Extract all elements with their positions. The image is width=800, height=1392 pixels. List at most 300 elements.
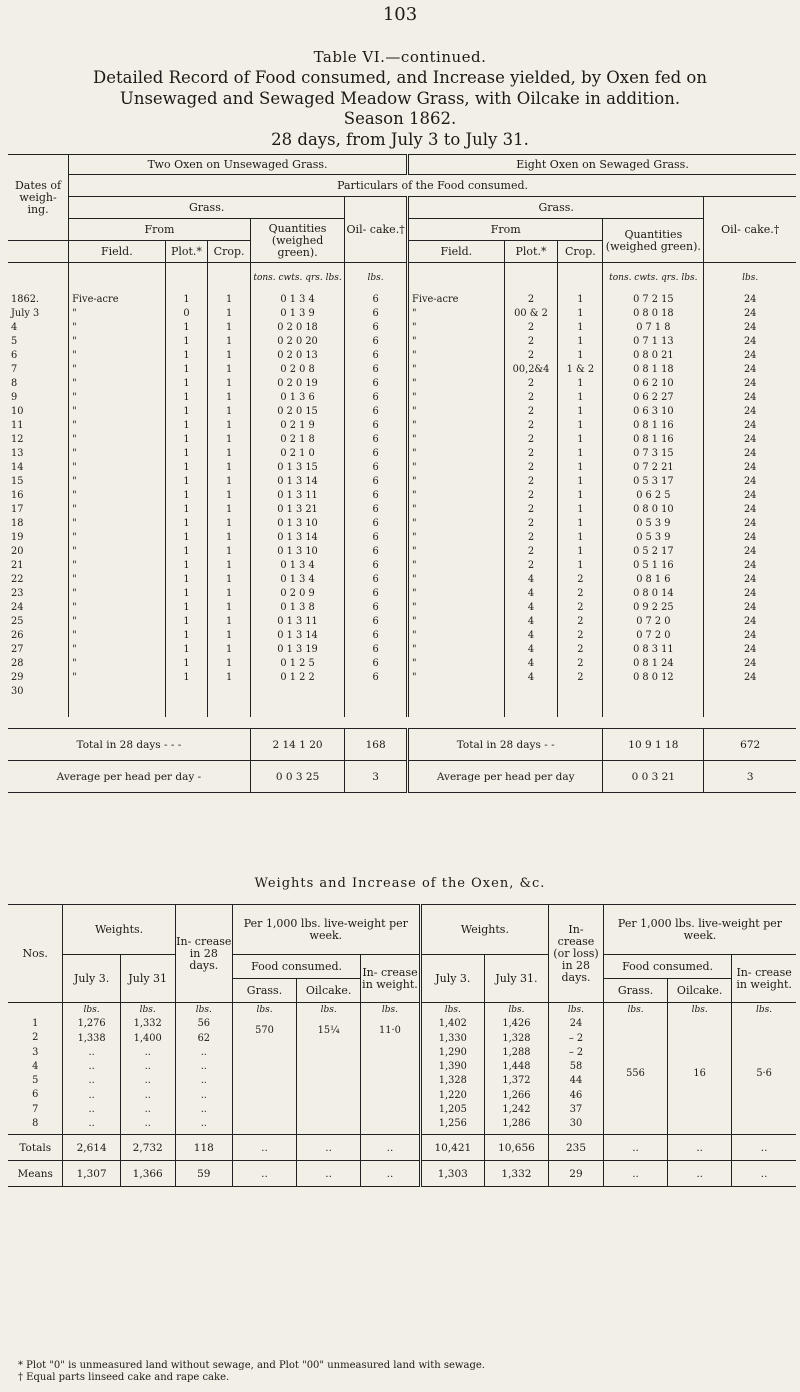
total-label-b: Total in 28 days - xyxy=(456,738,548,751)
list-item: " xyxy=(72,447,77,459)
list-item: 1 xyxy=(183,447,190,459)
list-item: 2 xyxy=(577,657,584,669)
list-item: 1 xyxy=(183,629,190,641)
list-item: 1,330 xyxy=(438,1032,467,1044)
list-item: 7 xyxy=(32,1103,39,1115)
list-item: 1 xyxy=(225,307,233,319)
list-item: 6 xyxy=(372,671,379,683)
list-item: 2 xyxy=(527,517,535,529)
list-item: 2 xyxy=(527,447,535,459)
list-item: 1 xyxy=(183,475,190,487)
list-item: 1 xyxy=(183,615,190,627)
list-item: 24 xyxy=(743,321,757,333)
list-item: 2 xyxy=(527,349,535,361)
list-item: 2 xyxy=(527,531,535,543)
list-item: 6 xyxy=(372,559,379,571)
list-item: 58 xyxy=(569,1061,583,1073)
list-item: 1 xyxy=(32,1018,39,1029)
list-item: 24 xyxy=(743,349,757,361)
list-item: 0 2 1 0 xyxy=(280,447,315,459)
list-item: " xyxy=(412,587,417,599)
increase-per1000-a: lbs. 11·0 xyxy=(361,1003,421,1135)
list-item: " xyxy=(412,377,417,389)
sewaged-field-column xyxy=(408,293,505,717)
list-item: 1 xyxy=(183,503,190,515)
list-item: 1 xyxy=(577,349,584,361)
list-item: 27 xyxy=(11,643,24,655)
list-item: 0 1 3 14 xyxy=(277,531,318,543)
list-item: 0 1 3 14 xyxy=(277,475,318,487)
list-item: 6 xyxy=(372,657,379,669)
list-item: 0 6 2 5 xyxy=(636,489,671,501)
list-item: 4 xyxy=(527,601,535,613)
july31-header-b: July 31. xyxy=(484,955,548,1003)
list-item: " xyxy=(72,349,77,361)
list-item: 1 xyxy=(183,335,190,347)
list-item: 1 xyxy=(577,531,584,543)
list-item: 2 xyxy=(527,461,535,473)
list-item: .. xyxy=(144,1104,151,1116)
increase-per1000-b: lbs. 5·6 xyxy=(756,1005,773,1080)
list-item: 0 2 0 13 xyxy=(277,349,318,361)
list-item: 1 xyxy=(183,531,190,543)
list-item: " xyxy=(412,475,417,487)
list-item: " xyxy=(72,475,77,487)
dates-header: Dates of weigh- ing. xyxy=(8,155,69,241)
list-item: " xyxy=(72,335,77,347)
list-item: " xyxy=(72,489,77,501)
list-item: 1 xyxy=(577,335,584,347)
list-item: 0 2 0 15 xyxy=(277,405,318,417)
list-item: 1,402 xyxy=(438,1018,467,1030)
list-item: .. xyxy=(200,1118,207,1130)
list-item: 13 xyxy=(11,447,24,459)
list-item: 2 xyxy=(577,671,584,683)
list-item: 24 xyxy=(743,405,757,417)
list-item: 6 xyxy=(372,587,379,599)
list-item: 2 xyxy=(527,377,535,389)
list-item: – 2 xyxy=(568,1046,584,1058)
list-item: 1 xyxy=(577,517,584,529)
list-item: 0 1 3 10 xyxy=(277,517,318,529)
list-item: " xyxy=(72,629,77,641)
list-item: 1 xyxy=(225,405,233,417)
list-item: 0 2 0 8 xyxy=(280,363,315,375)
list-item: .. xyxy=(88,1061,95,1073)
sewaged-group-header: Eight Oxen on Sewaged Grass. xyxy=(408,155,796,175)
quantities-header-b: Quantities (weighed green). xyxy=(603,219,704,263)
footnote-oilcake: † Equal parts linseed cake and rape cake. xyxy=(18,1372,230,1383)
list-item: " xyxy=(72,517,77,529)
unsewaged-group-header: Two Oxen on Unsewaged Grass. xyxy=(69,155,408,175)
list-item: 0 7 2 0 xyxy=(636,629,671,641)
from-header-a: From xyxy=(69,219,251,241)
list-item: 3 xyxy=(32,1046,39,1058)
list-item: 0 1 3 15 xyxy=(277,461,318,473)
units-qty-a: tons. cwts. qrs. lbs. xyxy=(253,273,342,284)
units-lbs-b: lbs. xyxy=(742,273,759,284)
list-item: 0 8 1 6 xyxy=(636,573,671,585)
list-item: .. xyxy=(200,1061,207,1073)
list-item: 0 7 1 8 xyxy=(636,321,671,333)
list-item: 6 xyxy=(372,615,379,627)
list-item: " xyxy=(412,391,417,403)
units-lbs-a: lbs. xyxy=(367,273,384,284)
grass-per1000-a: lbs. 570 xyxy=(232,1003,296,1135)
list-item: 0 5 3 9 xyxy=(636,517,671,529)
list-item: 0 6 3 10 xyxy=(633,405,674,417)
field-header-b: Field. xyxy=(408,241,505,263)
particulars-header: Particulars of the Food consumed. xyxy=(69,175,796,197)
list-item: 6 xyxy=(372,461,379,473)
list-item: 6 xyxy=(372,293,379,305)
list-item: 1 xyxy=(225,433,233,445)
weights-header-b: Weights. xyxy=(420,905,548,955)
list-item: " xyxy=(412,643,417,655)
list-item: " xyxy=(72,643,77,655)
list-item: 0 8 0 14 xyxy=(633,587,674,599)
avg-oilcake-a: 3 xyxy=(345,761,408,793)
list-item: 2 xyxy=(577,573,584,585)
sewaged-qty-column xyxy=(603,293,704,717)
list-item: 2 xyxy=(32,1032,39,1044)
list-item: " xyxy=(72,531,77,543)
list-item: " xyxy=(412,447,417,459)
list-item: 62 xyxy=(197,1032,211,1044)
list-item: 7 xyxy=(11,363,18,375)
list-item: " xyxy=(72,615,77,627)
crop-header-a: Crop. xyxy=(208,241,251,263)
list-item: 1 xyxy=(183,391,190,403)
list-item: 6 xyxy=(372,377,379,389)
list-item: " xyxy=(412,629,417,641)
weights-table xyxy=(8,904,796,1187)
list-item: 0 7 2 15 xyxy=(633,293,674,305)
list-item: 0 1 3 4 xyxy=(280,573,315,585)
list-item: 19 xyxy=(11,531,24,543)
list-item: 8 xyxy=(11,377,18,389)
list-item: 0 7 1 13 xyxy=(633,335,674,347)
list-item: 0 5 1 16 xyxy=(633,559,674,571)
list-item: 24 xyxy=(743,587,757,599)
list-item: 6 xyxy=(372,349,379,361)
list-item: Five-acre xyxy=(72,293,119,305)
totals-row: Total in 28 days - - - 2 14 1 20 168 Total in 28 days - - 10 9 1 18 672 xyxy=(8,729,796,761)
july31-column-a: lbs. 1,332 1,400 .. .. .. .. .. .. xyxy=(120,1003,175,1135)
list-item: 00,2&4 xyxy=(512,363,550,375)
list-item: 22 xyxy=(11,573,24,585)
page-number: 103 xyxy=(382,4,418,25)
list-item: 2 xyxy=(577,629,584,641)
list-item: 0 1 3 4 xyxy=(280,559,315,571)
list-item: " xyxy=(412,531,417,543)
oilcake-per1000-b: lbs. 16 xyxy=(668,1003,732,1135)
list-item: 4 xyxy=(527,587,535,599)
list-item: " xyxy=(412,503,417,515)
title-line-2: Unsewaged and Sewaged Meadow Grass, with Oilcake in addition. xyxy=(119,89,681,108)
list-item: 2 xyxy=(527,405,535,417)
list-item: 0 6 2 27 xyxy=(633,391,674,403)
list-item: " xyxy=(72,321,77,333)
july3-header-b: July 3. xyxy=(420,955,484,1003)
list-item: 1 xyxy=(577,419,584,431)
list-item: " xyxy=(412,307,417,319)
list-item: 1,390 xyxy=(438,1061,467,1073)
list-item: 1 & 2 xyxy=(566,363,595,375)
list-item: 1,290 xyxy=(438,1046,467,1058)
list-item: 10 xyxy=(11,405,24,417)
from-header-b: From xyxy=(408,219,603,241)
list-item: 0 8 1 16 xyxy=(633,419,674,431)
list-item: 6 xyxy=(372,419,379,431)
total-label-a: Total in 28 days xyxy=(76,738,161,751)
list-item: 1,266 xyxy=(502,1089,531,1101)
table-caption: Table VI.—continued. xyxy=(313,48,487,66)
list-item: 6 xyxy=(372,447,379,459)
list-item: .. xyxy=(200,1104,207,1116)
list-item: 20 xyxy=(11,545,24,557)
list-item: 0 xyxy=(183,307,190,319)
oilcake-header-a: Oil- cake.† xyxy=(345,197,408,263)
list-item: 1 xyxy=(225,447,233,459)
list-item: 2 xyxy=(527,321,535,333)
food-consumed-header-b: Food consumed. xyxy=(603,955,731,979)
list-item: 1 xyxy=(183,419,190,431)
list-item: 0 1 3 9 xyxy=(280,307,315,319)
list-item: 1 xyxy=(577,559,584,571)
list-item: " xyxy=(412,349,417,361)
unsewaged-oilcake-column xyxy=(345,293,408,717)
oilcake-per1000-a: lbs. 15¼ xyxy=(297,1003,361,1135)
list-item: " xyxy=(412,419,417,431)
period-line: 28 days, from July 3 to July 31. xyxy=(271,130,529,149)
dates-list xyxy=(11,307,68,699)
list-item: .. xyxy=(88,1075,95,1087)
list-item: 17 xyxy=(11,503,24,515)
list-item: 2 xyxy=(527,293,535,305)
list-item: 6 xyxy=(372,363,379,375)
list-item: " xyxy=(72,377,77,389)
units-qty-b: tons. cwts. qrs. lbs. xyxy=(609,273,698,284)
weights-totals-row: Totals 2,614 2,732 118 .. .. .. 10,421 10,656 235 .. .. .. xyxy=(8,1135,796,1161)
list-item: 23 xyxy=(11,587,24,599)
list-item: " xyxy=(72,503,77,515)
list-item: 1 xyxy=(183,559,190,571)
list-item: 0 9 2 25 xyxy=(633,601,674,613)
list-item: .. xyxy=(88,1089,95,1101)
list-item: 4 xyxy=(11,321,18,333)
list-item: 1 xyxy=(183,545,190,557)
list-item: 1 xyxy=(225,503,233,515)
unsewaged-crop-column xyxy=(208,293,251,717)
list-item: 6 xyxy=(11,349,18,361)
list-item: 18 xyxy=(11,517,24,529)
list-item: 12 xyxy=(11,433,24,445)
list-item: 9 xyxy=(11,391,18,403)
list-item: 1 xyxy=(225,461,233,473)
list-item: 1 xyxy=(183,671,190,683)
list-item: 11 xyxy=(11,419,24,431)
list-item: 28 xyxy=(11,657,24,669)
list-item: " xyxy=(72,433,77,445)
list-item: " xyxy=(412,363,417,375)
list-item: 16 xyxy=(11,489,24,501)
list-item: .. xyxy=(144,1075,151,1087)
crop-header-b: Crop. xyxy=(558,241,603,263)
list-item: 1 xyxy=(225,335,233,347)
list-item: 1 xyxy=(183,573,190,585)
avg-qty-b: 0 0 3 21 xyxy=(603,761,704,793)
list-item: 1 xyxy=(225,615,233,627)
list-item: 1 xyxy=(225,531,233,543)
list-item: 4 xyxy=(527,657,535,669)
list-item: 1 xyxy=(183,587,190,599)
weights-section-title: Weights and Increase of the Oxen, &c. xyxy=(254,876,546,891)
list-item: 1 xyxy=(225,559,233,571)
weights-header-a: Weights. xyxy=(63,905,175,955)
list-item: " xyxy=(72,419,77,431)
field-header-a: Field. xyxy=(69,241,166,263)
list-item: 5 xyxy=(11,335,18,347)
list-item: 6 xyxy=(372,307,379,319)
list-item: 1 xyxy=(225,475,233,487)
dates-column xyxy=(8,293,69,717)
list-item: 0 1 3 10 xyxy=(277,545,318,557)
list-item: 1 xyxy=(577,489,584,501)
list-item: 1 xyxy=(225,419,233,431)
list-item: 2 xyxy=(527,559,535,571)
nos-header: Nos. xyxy=(8,905,63,1003)
list-item: 1 xyxy=(225,489,233,501)
list-item: 2 xyxy=(527,391,535,403)
list-item: " xyxy=(72,657,77,669)
list-item: 30 xyxy=(11,685,24,697)
list-item: 24 xyxy=(743,363,757,375)
list-item: .. xyxy=(88,1104,95,1116)
list-item: " xyxy=(412,517,417,529)
sewaged-plot-column xyxy=(504,293,558,717)
weights-means-row: Means 1,307 1,366 59 .. .. .. 1,303 1,332 29 .. .. .. xyxy=(8,1161,796,1187)
list-item: " xyxy=(412,545,417,557)
july3-column-b: lbs. 1,402 1,330 1,290 1,390 1,328 1,220 1,205 1,256 xyxy=(420,1003,484,1135)
list-item: 21 xyxy=(11,559,24,571)
list-item: 0 2 0 9 xyxy=(280,587,315,599)
list-item: 2 xyxy=(527,545,535,557)
per1000-header-b: Per 1,000 lbs. live-weight per week. xyxy=(603,905,796,955)
list-item: 1 xyxy=(225,643,233,655)
list-item: 6 xyxy=(372,405,379,417)
list-item: 24 xyxy=(743,545,757,557)
list-item: 6 xyxy=(372,545,379,557)
list-item: 4 xyxy=(527,629,535,641)
list-item: 1 xyxy=(577,321,584,333)
list-item: 24 xyxy=(743,391,757,403)
list-item: 1 xyxy=(183,643,190,655)
list-item: 0 8 1 24 xyxy=(633,657,674,669)
plot-header-a: Plot.* xyxy=(165,241,208,263)
list-item: " xyxy=(412,461,417,473)
list-item: 24 xyxy=(743,293,757,305)
list-item: 0 1 3 6 xyxy=(280,391,315,403)
unsewaged-qty-column xyxy=(250,293,344,717)
list-item: 2 xyxy=(577,601,584,613)
list-item: 1,256 xyxy=(438,1118,467,1130)
list-item: 1 xyxy=(183,349,190,361)
list-item: 1,205 xyxy=(438,1104,467,1116)
list-item: 1 xyxy=(577,475,584,487)
list-item: 24 xyxy=(743,517,757,529)
list-item: 6 xyxy=(372,321,379,333)
list-item: 1 xyxy=(225,293,233,305)
list-item: 1,400 xyxy=(133,1032,162,1044)
list-item: .. xyxy=(200,1075,207,1087)
list-item: 24 xyxy=(569,1018,583,1030)
list-item: " xyxy=(72,405,77,417)
list-item: 0 1 3 11 xyxy=(277,489,318,501)
list-item: 24 xyxy=(743,447,757,459)
list-item: 0 2 0 20 xyxy=(277,335,318,347)
list-item: 1,448 xyxy=(502,1061,531,1073)
unsewaged-field-column xyxy=(69,293,166,717)
list-item: 6 xyxy=(372,531,379,543)
increase-column-b: lbs. 24 – 2 – 2 58 44 46 37 30 xyxy=(549,1003,604,1135)
list-item: Five-acre xyxy=(412,293,459,305)
list-item: " xyxy=(72,559,77,571)
list-item: " xyxy=(72,601,77,613)
list-item: 0 1 3 4 xyxy=(280,293,315,305)
list-item: " xyxy=(412,615,417,627)
list-item: 1 xyxy=(225,545,233,557)
unsewaged-plot-column xyxy=(165,293,208,717)
list-item: " xyxy=(72,307,77,319)
list-item: 1,288 xyxy=(502,1046,531,1058)
list-item: 0 8 0 21 xyxy=(633,349,674,361)
list-item: " xyxy=(412,433,417,445)
list-item: " xyxy=(72,545,77,557)
list-item: 1 xyxy=(225,629,233,641)
list-item: 24 xyxy=(743,335,757,347)
list-item: 0 2 0 18 xyxy=(277,321,318,333)
grass-header-a: Grass. xyxy=(232,979,296,1003)
title-line-1: Detailed Record of Food consumed, and Increase yielded, by Oxen fed on xyxy=(93,68,707,87)
list-item: 1 xyxy=(577,461,584,473)
list-item: 24 xyxy=(743,307,757,319)
list-item: 4 xyxy=(527,671,535,683)
list-item: 6 xyxy=(372,601,379,613)
list-item: July 3 xyxy=(11,307,40,319)
list-item: " xyxy=(412,601,417,613)
list-item: 1 xyxy=(577,545,584,557)
list-item: 1,286 xyxy=(502,1118,531,1130)
list-item: 0 8 0 10 xyxy=(633,503,674,515)
list-item: 15 xyxy=(11,475,24,487)
list-item: " xyxy=(412,405,417,417)
list-item: 1 xyxy=(577,293,584,305)
july3-header-a: July 3. xyxy=(63,955,120,1003)
list-item: 2 xyxy=(527,335,535,347)
list-item: 6 xyxy=(372,475,379,487)
increase-header-b: In- crease (or loss) in 28 days. xyxy=(549,905,604,1003)
list-item: 0 2 1 8 xyxy=(280,433,315,445)
list-item: 1 xyxy=(183,405,190,417)
total-qty-b: 10 9 1 18 xyxy=(603,729,704,761)
grass-per1000-b: lbs. 556 xyxy=(603,1003,667,1135)
plot-header-b: Plot.* xyxy=(504,241,558,263)
list-item: 1 xyxy=(225,349,233,361)
list-item: 30 xyxy=(569,1118,583,1130)
oilcake-header-b: Oil- cake.† xyxy=(704,197,796,263)
list-item: 4 xyxy=(527,573,535,585)
